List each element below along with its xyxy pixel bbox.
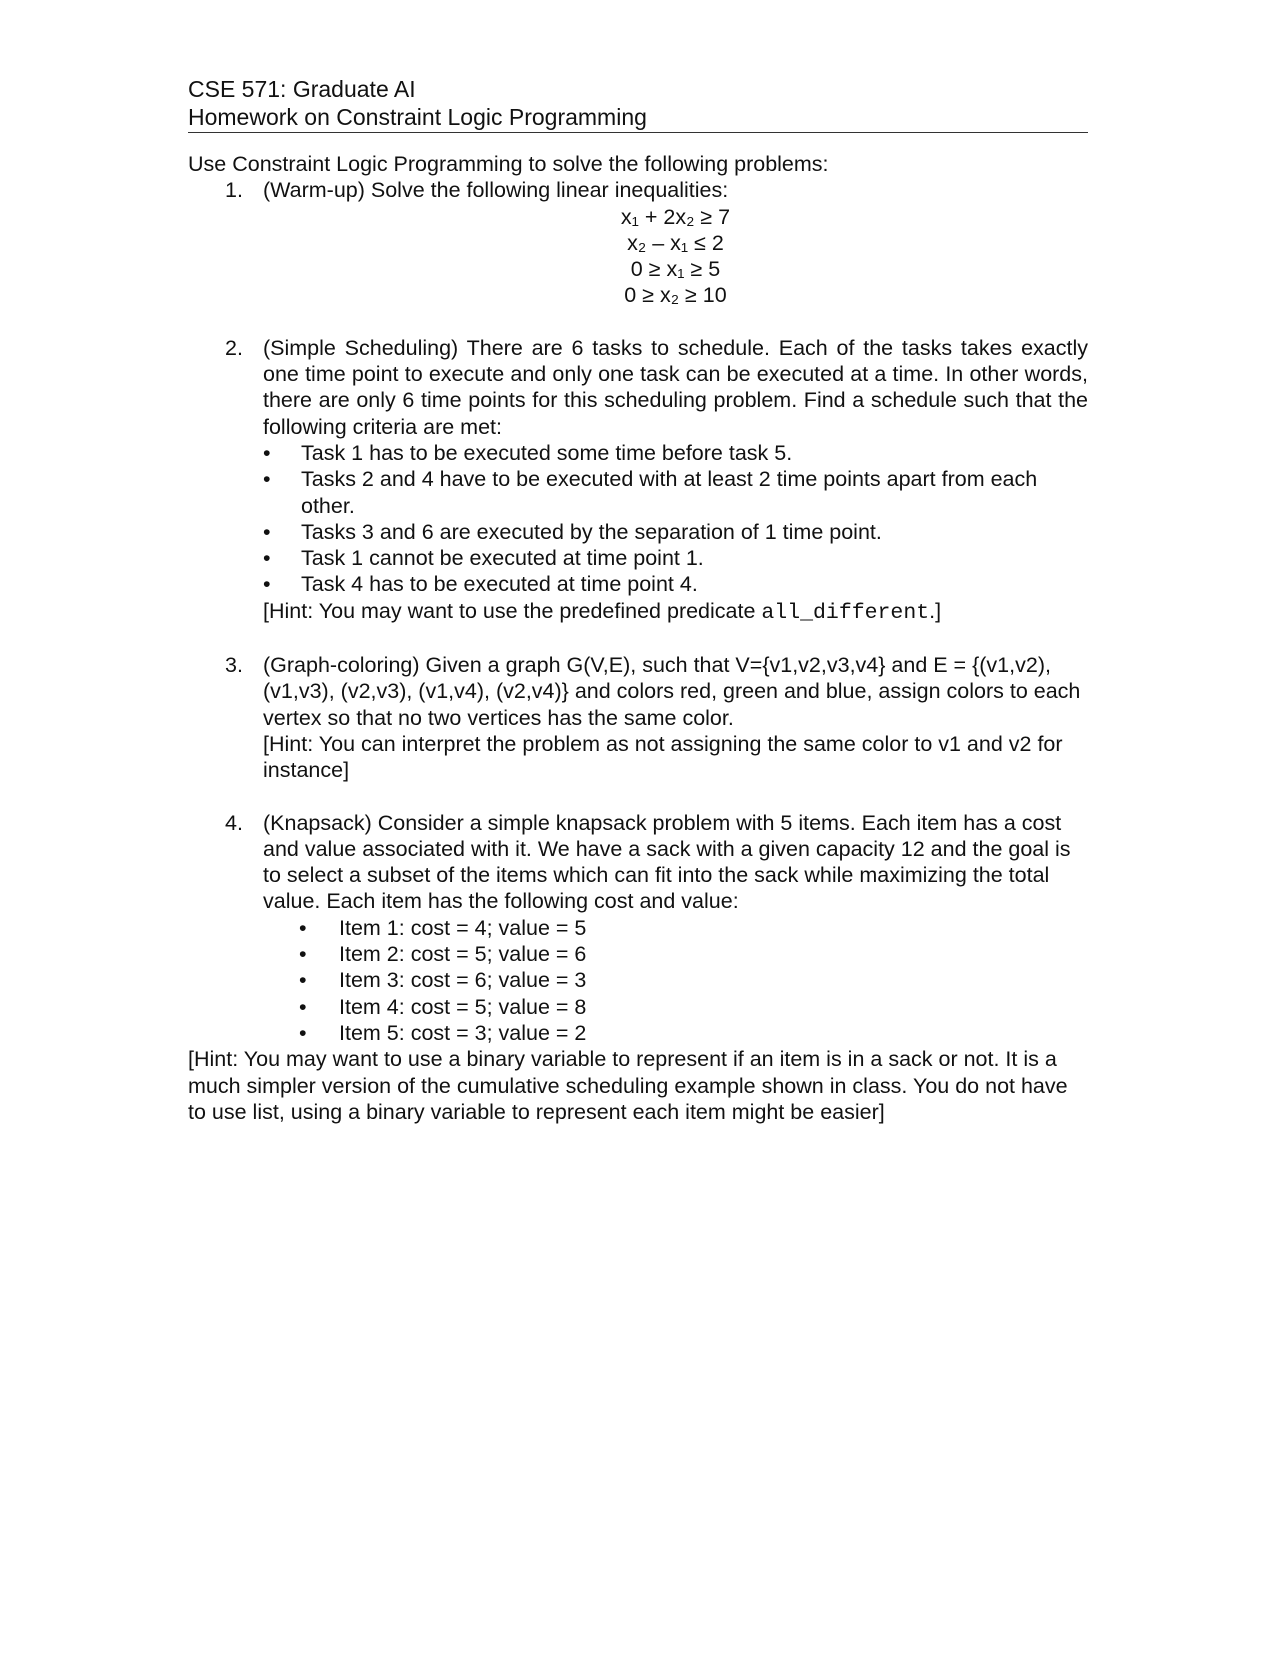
problem-2	[188, 335, 1088, 626]
criterion-3: • Tasks 3 and 6 are executed by the separation of 1 time point.	[263, 519, 1088, 545]
hint-prefix: [Hint: You may want to use the predefined predicate	[263, 598, 762, 623]
criterion-5: • Task 4 has to be executed at time point 4.	[263, 571, 1088, 597]
criterion-2: • Tasks 2 and 4 have to be executed with at least 2 time points apart from each other.	[263, 466, 1088, 519]
problem-2-hint	[263, 598, 1088, 626]
problem-3-number: 3.	[225, 653, 243, 678]
problem-2-number: 2.	[225, 335, 243, 360]
document-content	[188, 75, 1088, 1125]
problem-1	[188, 177, 1088, 308]
problem-4-number: 4.	[225, 810, 243, 835]
spacer	[188, 309, 1088, 335]
course-title: CSE 571: Graduate AI	[188, 76, 416, 102]
final-hint: [Hint: You may want to use a binary variable to represent if an item is in a sack or not. It is a much simpler version of the cumulative scheduling example shown in class. You do not have to use list, using a binary variable to represent each item might be easier]	[188, 1047, 1068, 1124]
homework-title: Homework on Constraint Logic Programming	[188, 104, 647, 130]
problem-3	[188, 652, 1088, 783]
hint-code: all_different	[761, 600, 930, 625]
problem-1-number: 1.	[225, 178, 243, 203]
hint-suffix: .]	[929, 598, 942, 623]
criterion-4: • Task 1 cannot be executed at time point 1.	[263, 545, 1088, 571]
item-2: • Item 2: cost = 5; value = 6	[263, 941, 1088, 967]
item-3: • Item 3: cost = 6; value = 3	[263, 967, 1088, 993]
header-rule	[188, 132, 1088, 133]
spacer	[188, 626, 1088, 652]
item-4: • Item 4: cost = 5; value = 8	[263, 994, 1088, 1020]
problem-4-text: (Knapsack) Consider a simple knapsack problem with 5 items. Each item has a cost and value associated with it. We have a sack with a given capacity 12 and the goal is to select a subset of the items which can fit into the sack while maximizing the total value. Each item has the following cost and value:	[263, 810, 1071, 914]
inequality-3: 0 ≥ x₁ ≥ 5	[630, 257, 721, 282]
inequality-1: x₁ + 2x₂ ≥ 7	[620, 204, 731, 229]
spacer	[188, 784, 1088, 810]
problem-3-text: (Graph-coloring) Given a graph G(V,E), such that V={v1,v2,v3,v4} and E = {(v1,v2), (v1,v3), (v2,v3), (v1,v4), (v2,v4)} and colors red, green and blue, assign colors to each vertex so that no two vertices has the same color.	[263, 653, 1081, 730]
problem-1-text: (Warm-up) Solve the following linear inequalities:	[263, 178, 729, 203]
inequality-4: 0 ≥ x₂ ≥ 10	[624, 283, 727, 308]
problem-2-text: (Simple Scheduling) There are 6 tasks to schedule. Each of the tasks takes exactly one time point to execute and only one task can be executed at a time. In other words, there are only 6 time points for this scheduling problem. Find a schedule such that the following criteria are met:	[263, 335, 1088, 439]
item-5: • Item 5: cost = 3; value = 2	[263, 1020, 1088, 1046]
inequality-2: x₂ – x₁ ≤ 2	[627, 230, 724, 255]
problem-4	[188, 810, 1088, 1047]
problem-3-hint: [Hint: You can interpret the problem as not assigning the same color to v1 and v2 for instance]	[263, 731, 1063, 783]
criterion-1: • Task 1 has to be executed some time before task 5.	[263, 440, 1088, 466]
intro-text: Use Constraint Logic Programming to solve the following problems:	[188, 152, 829, 176]
item-1: • Item 1: cost = 4; value = 5	[263, 915, 1088, 941]
